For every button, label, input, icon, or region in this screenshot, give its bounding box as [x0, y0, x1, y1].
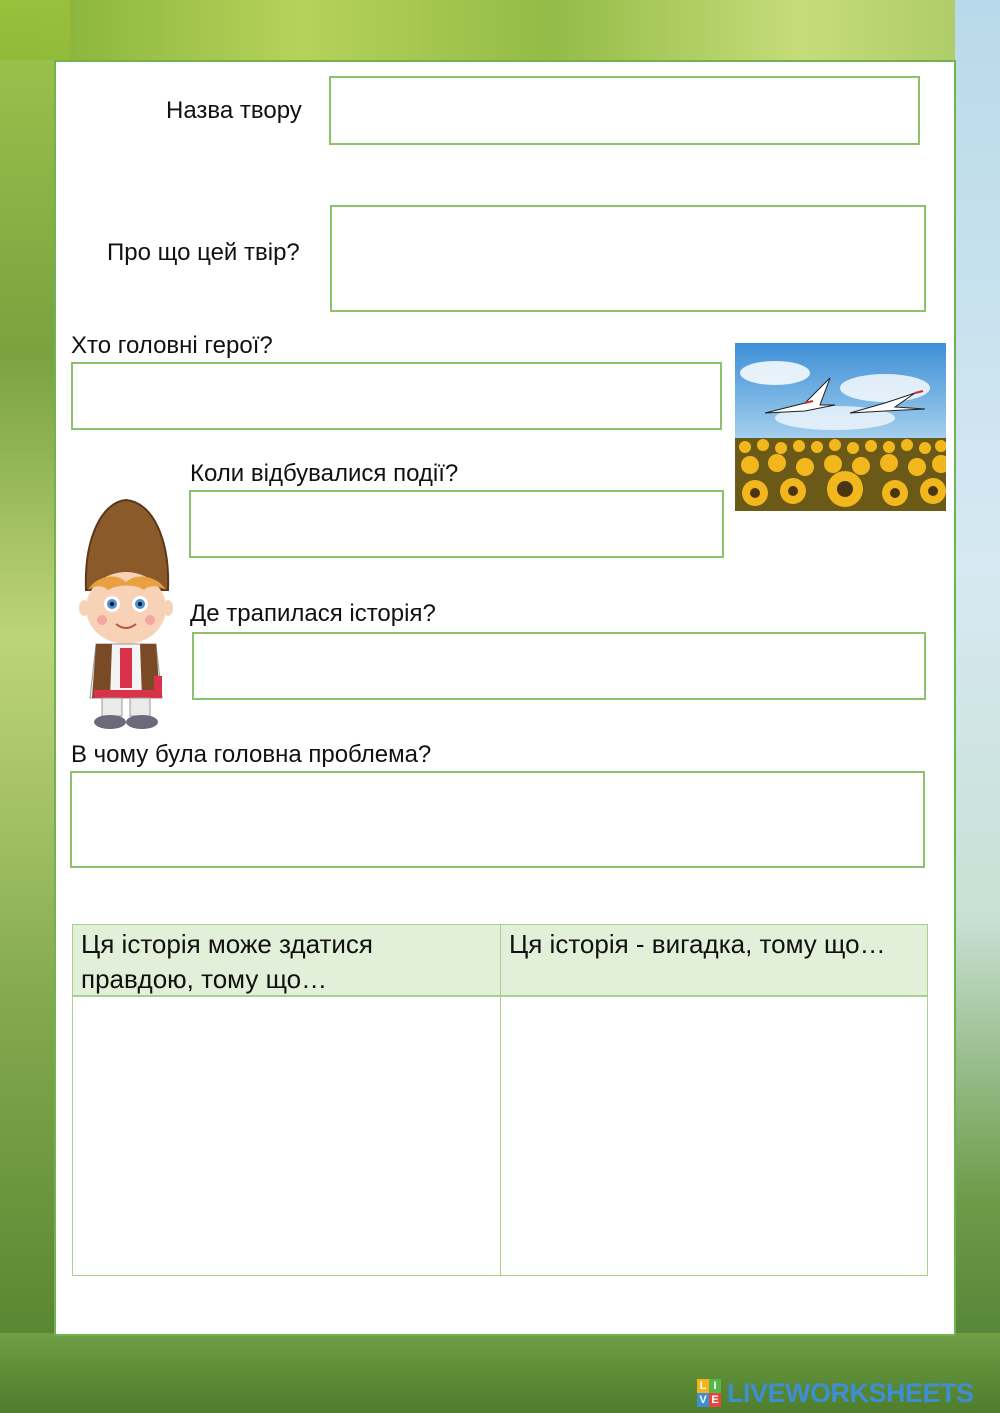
problem-label: В чому була головна проблема?	[71, 741, 432, 768]
fiction-answer-input[interactable]	[501, 997, 927, 1275]
table-cell-fiction[interactable]	[501, 997, 927, 1275]
problem-input[interactable]	[72, 773, 923, 866]
where-input[interactable]	[194, 634, 924, 698]
problem-input-box[interactable]	[70, 771, 925, 868]
when-input[interactable]	[191, 492, 722, 556]
when-input-box[interactable]	[189, 490, 724, 558]
about-input[interactable]	[332, 207, 924, 310]
background-sky-right	[955, 0, 1000, 1413]
heroes-input-box[interactable]	[71, 362, 722, 430]
when-label: Коли відбувалися події?	[190, 460, 459, 487]
about-input-box[interactable]	[330, 205, 926, 312]
heroes-input[interactable]	[73, 364, 720, 428]
truth-answer-input[interactable]	[73, 997, 500, 1275]
liveworksheets-logo[interactable]	[697, 1378, 974, 1408]
table-header-fiction: Ця історія - вигадка, тому що…	[501, 925, 927, 997]
where-label: Де трапилася історія?	[190, 600, 436, 627]
table-header-truth: Ця історія може здатися правдою, тому що…	[73, 925, 500, 997]
storks-sunflowers-image	[735, 343, 946, 511]
about-label: Про що цей твір?	[107, 239, 300, 266]
liveworksheets-logo-text: LIVEWORKSHEETS	[727, 1377, 974, 1408]
heroes-label: Хто головні герої?	[71, 332, 273, 359]
truth-fiction-table	[72, 924, 928, 1276]
liveworksheets-logo-icon: L I V E	[697, 1379, 721, 1407]
background-foliage-top	[0, 0, 1000, 60]
title-input-box[interactable]	[329, 76, 920, 145]
where-input-box[interactable]	[192, 632, 926, 700]
title-input[interactable]	[331, 78, 918, 143]
title-label: Назва твору	[166, 97, 302, 124]
table-cell-truth[interactable]	[73, 997, 500, 1275]
ukrainian-boy-illustration	[74, 498, 178, 730]
